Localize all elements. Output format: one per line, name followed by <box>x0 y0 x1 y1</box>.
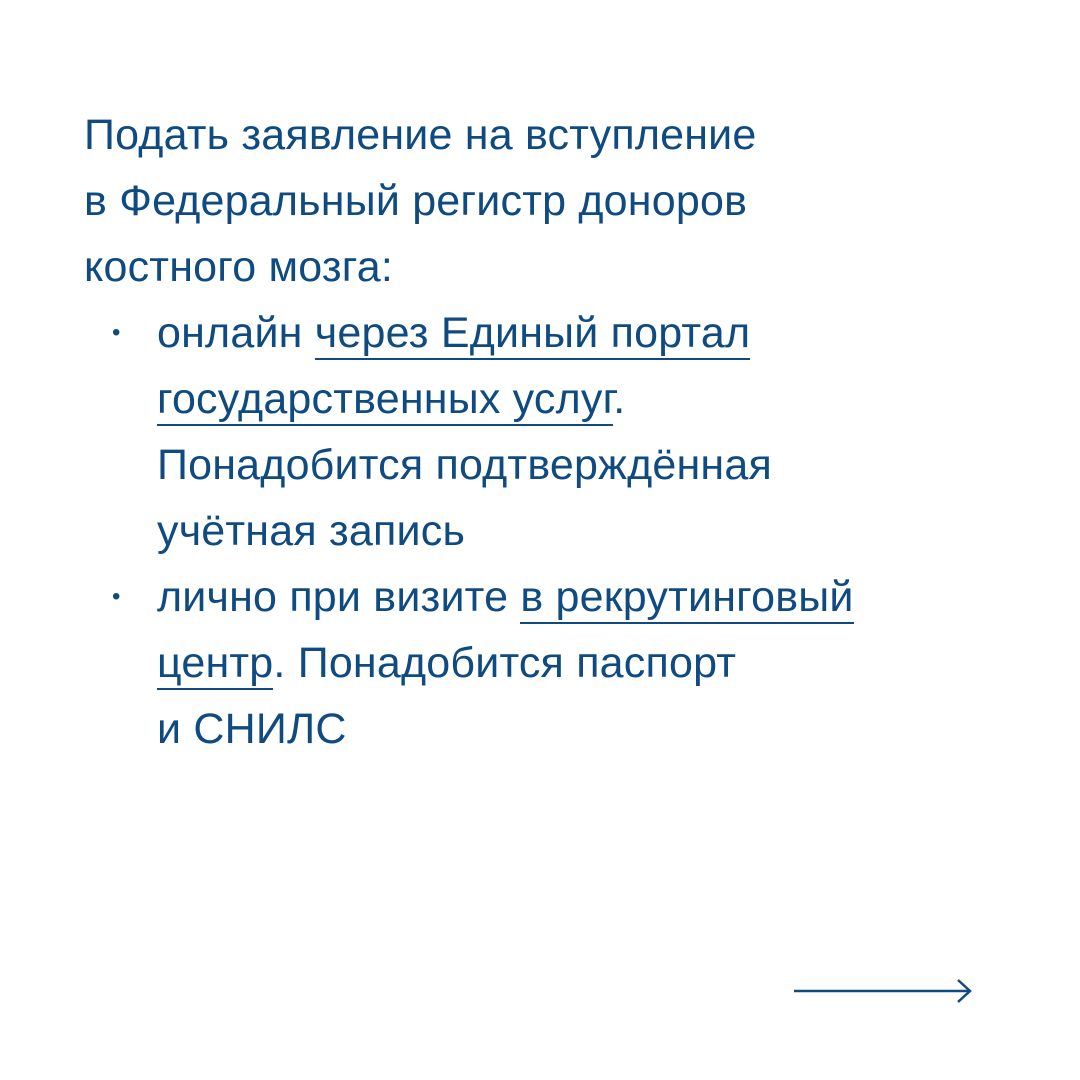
option-online-line-3: Понадобится подтверждённая <box>157 441 772 489</box>
option-online-line-2 <box>157 366 1044 432</box>
slide-heading <box>84 102 1044 300</box>
bullet-icon: • <box>112 583 121 610</box>
heading-line-1: Подать заявление на вступление <box>84 111 757 159</box>
option-online <box>84 300 1044 564</box>
gosuslugi-link-part-2[interactable]: государственных услуг <box>157 375 613 426</box>
arrow-right-icon[interactable] <box>792 976 974 1006</box>
heading-line-3: костного мозга: <box>84 243 393 291</box>
option-in-person-prefix: лично при визите <box>157 573 521 621</box>
option-in-person-line-3: и СНИЛС <box>157 705 347 753</box>
bullet-icon: • <box>112 319 121 346</box>
recruiting-center-link-part-1[interactable]: в рекрутинговый <box>520 573 853 624</box>
option-in-person <box>84 564 1044 762</box>
option-in-person-line-2 <box>157 630 1044 696</box>
option-online-line-1 <box>157 300 1044 366</box>
option-online-punctuation: . <box>613 375 626 423</box>
option-in-person-requirements: . Понадобится паспорт <box>273 639 737 687</box>
options-list <box>84 300 1044 762</box>
heading-line-2: в Федеральный регистр доноров <box>84 177 748 225</box>
recruiting-center-link-part-2[interactable]: центр <box>157 639 273 690</box>
option-online-prefix: онлайн <box>157 309 315 357</box>
option-online-line-4: учётная запись <box>157 507 466 555</box>
option-in-person-line-1 <box>157 564 1044 630</box>
gosuslugi-link-part-1[interactable]: через Единый портал <box>315 309 750 360</box>
slide-content <box>84 102 1044 762</box>
